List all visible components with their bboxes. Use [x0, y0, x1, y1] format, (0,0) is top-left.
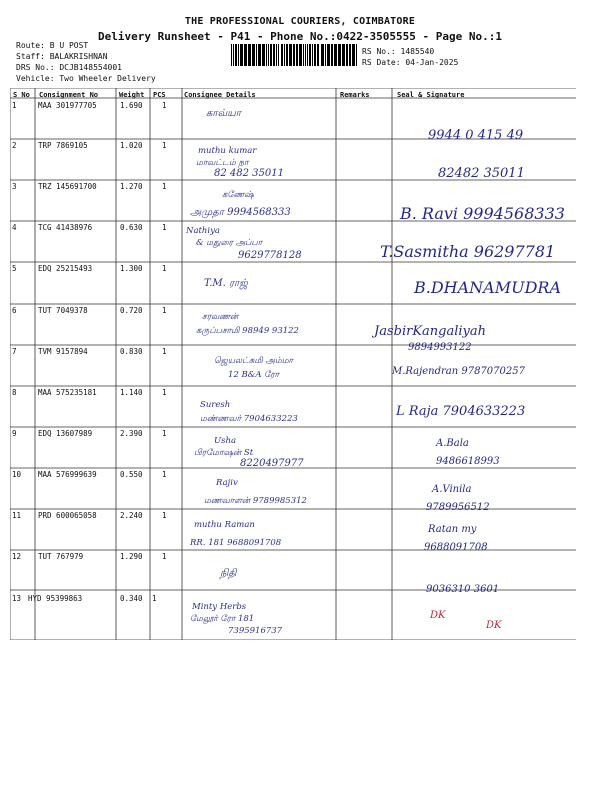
row-pcs: 1 [162, 429, 167, 438]
row-sno: 13 [12, 594, 22, 603]
rs-info [362, 46, 458, 68]
row-weight: 0.830 [120, 347, 143, 356]
vehicle-label: Vehicle: Two Wheeler Delivery [16, 74, 156, 83]
col-header-consignment: Consignment No [39, 91, 99, 99]
consignee-handwriting: ஜெயலட்சுமி அம்மா [214, 356, 293, 366]
row-pcs: 1 [162, 552, 167, 561]
consignee-handwriting: கணேஷ் [222, 190, 254, 200]
row-pcs: 1 [162, 182, 167, 191]
row-pcs: 1 [162, 511, 167, 520]
consignee-handwriting: muthu kumar [198, 146, 257, 156]
signature-handwriting: DK [486, 620, 502, 631]
col-header-sno: S No [13, 91, 30, 99]
barcode-bar [286, 44, 288, 66]
consignee-handwriting: காவ்யா [206, 108, 241, 119]
barcode-bar [331, 44, 333, 66]
barcode-bar [303, 44, 304, 66]
signature-handwriting: A.Vinila [432, 484, 472, 495]
barcode-bar [256, 44, 257, 66]
consignee-handwriting: T.M. ராஜ் [204, 278, 248, 289]
barcode-bar [270, 44, 272, 66]
signature-handwriting: 9894993122 [408, 342, 472, 353]
consignee-handwriting: மாவட்டம் நா [196, 158, 249, 168]
row-consignment-no: TRZ 145691700 [38, 182, 97, 191]
barcode-bar [293, 44, 295, 66]
row-sno: 2 [12, 141, 17, 150]
row-pcs: 1 [152, 594, 157, 603]
row-consignment-no: EDQ 13607989 [38, 429, 93, 438]
barcode-bar [338, 44, 341, 66]
barcode-bar [296, 44, 298, 66]
barcode-bar [327, 44, 330, 66]
barcode-bar [231, 44, 232, 66]
barcode-bar [248, 44, 251, 66]
barcode-bar [244, 44, 247, 66]
rs-date: RS Date: 04-Jan-2025 [362, 58, 459, 67]
barcode-bar [352, 44, 355, 66]
signature-handwriting: 82482 35011 [438, 166, 525, 181]
row-weight: 0.550 [120, 470, 143, 479]
barcode-bar [233, 44, 234, 66]
row-pcs: 1 [162, 141, 167, 150]
row-sno: 1 [12, 101, 17, 110]
row-pcs: 1 [162, 223, 167, 232]
barcode-bar [276, 44, 277, 66]
row-weight: 1.020 [120, 141, 143, 150]
rs-number: RS No.: 1485540 [362, 47, 435, 56]
row-consignment-no: MAA 576999639 [38, 470, 97, 479]
row-sno: 6 [12, 306, 17, 315]
barcode-bar [299, 44, 302, 66]
row-consignment-no: PRD 600065058 [38, 511, 97, 520]
consignee-handwriting: Nathiya [186, 226, 220, 236]
barcode-bar [349, 44, 351, 66]
row-sno: 8 [12, 388, 17, 397]
signature-handwriting: T.Sasmitha 96297781 [380, 242, 556, 261]
barcode-image [231, 44, 357, 66]
consignee-handwriting: 12 B&A ரோ [228, 370, 280, 380]
row-weight: 1.690 [120, 101, 143, 110]
barcode-bar [309, 44, 311, 66]
row-consignment-no: HYD 95399863 [28, 594, 83, 603]
drs-label: DRS No.: DCJB148554001 [16, 63, 122, 72]
col-header-consignee: Consignee Details [184, 91, 256, 99]
barcode-bar [238, 44, 239, 66]
barcode-bar [281, 44, 283, 66]
row-weight: 2.240 [120, 511, 143, 520]
signature-handwriting: DK [430, 610, 446, 621]
row-consignment-no: TUT 7049378 [38, 306, 88, 315]
row-consignment-no: TUT 767979 [38, 552, 84, 561]
row-pcs: 1 [162, 347, 167, 356]
row-weight: 0.630 [120, 223, 143, 232]
row-sno: 3 [12, 182, 17, 191]
consignee-handwriting: muthu Raman [194, 520, 255, 530]
row-sno: 11 [12, 511, 22, 520]
barcode-bar [268, 44, 269, 66]
barcode-bar [321, 44, 324, 66]
barcode-bar [356, 44, 357, 66]
consignee-handwriting: 8220497977 [240, 458, 304, 469]
barcode-bar [342, 44, 345, 66]
barcode-bar [235, 44, 237, 66]
barcode-bar [334, 44, 337, 66]
row-sno: 4 [12, 223, 17, 232]
row-sno: 7 [12, 347, 17, 356]
signature-handwriting: 9688091708 [424, 542, 488, 553]
signature-handwriting: JasbirKangaliyah [374, 324, 487, 339]
barcode-bar [325, 44, 326, 66]
barcode-bar [278, 44, 279, 66]
row-weight: 1.270 [120, 182, 143, 191]
barcode-bar [266, 44, 267, 66]
consignee-handwriting: மேலூர் ரோ 181 [190, 614, 255, 624]
signature-handwriting: B. Ravi 9994568333 [400, 204, 565, 223]
barcode-bar [262, 44, 265, 66]
row-pcs: 1 [162, 470, 167, 479]
row-pcs: 1 [162, 388, 167, 397]
signature-handwriting: 9036310 3601 [426, 584, 500, 595]
barcode-bar [273, 44, 275, 66]
signature-handwriting: B.DHANAMUDRA [414, 278, 562, 297]
route-label: Route: B U POST [16, 41, 89, 50]
row-consignment-no: MAA 301977705 [38, 101, 97, 110]
row-consignment-no: MAA 575235181 [38, 388, 97, 397]
row-sno: 12 [12, 552, 22, 561]
row-weight: 2.390 [120, 429, 143, 438]
signature-handwriting: M.Rajendran 9787070257 [392, 366, 525, 377]
row-sno: 9 [12, 429, 17, 438]
signature-handwriting: A.Bala [436, 438, 469, 449]
signature-handwriting: L Raja 7904633223 [396, 404, 526, 419]
row-weight: 1.300 [120, 264, 143, 273]
barcode-bar [289, 44, 292, 66]
col-header-signature: Seal & Signature [397, 91, 465, 99]
row-pcs: 1 [162, 101, 167, 110]
row-weight: 1.290 [120, 552, 143, 561]
row-weight: 0.720 [120, 306, 143, 315]
barcode-bar [305, 44, 306, 66]
consignee-handwriting: அமுதா 9994568333 [190, 207, 291, 218]
consignee-handwriting: RR. 181 9688091708 [190, 538, 282, 548]
runsheet-title: Delivery Runsheet - P41 - Phone No.:0422-3505555 - Page No.:1 [98, 30, 502, 43]
barcode-bar [252, 44, 255, 66]
consignee-handwriting: Suresh [200, 400, 231, 410]
consignee-handwriting: Minty Herbs [192, 602, 247, 612]
row-sno: 10 [12, 470, 22, 479]
row-weight: 0.340 [120, 594, 143, 603]
barcode-bar [317, 44, 319, 66]
barcode-bar [307, 44, 308, 66]
row-consignment-no: TRP 7869105 [38, 141, 88, 150]
row-pcs: 1 [162, 306, 167, 315]
barcode-bar [240, 44, 243, 66]
consignee-handwriting: 7395916737 [228, 626, 283, 636]
consignee-handwriting: 9629778128 [238, 250, 302, 261]
col-header-pcs: PCS [153, 91, 166, 99]
consignee-handwriting: Rajiv [216, 478, 238, 488]
consignee-handwriting: நிதி [220, 568, 237, 579]
col-header-weight: Weight [119, 91, 145, 99]
signature-handwriting: 9486618993 [436, 456, 500, 467]
consignee-handwriting: பிரமோஷன் St [194, 448, 254, 458]
col-header-remarks: Remarks [340, 91, 370, 99]
route-info [16, 40, 156, 84]
consignee-handwriting: கருப்பசாமி 98949 93122 [196, 326, 299, 336]
consignee-handwriting: மணவாளன் 9789985312 [204, 496, 307, 506]
barcode-bar [258, 44, 261, 66]
barcode-bar [284, 44, 285, 66]
consignee-handwriting: 82 482 35011 [214, 168, 284, 179]
consignee-handwriting: சரவணன் [202, 312, 239, 322]
row-sno: 5 [12, 264, 17, 273]
row-weight: 1.140 [120, 388, 143, 397]
consignee-handwriting: Usha [214, 436, 237, 446]
signature-handwriting: 9944 0 415 49 [428, 128, 524, 143]
signature-handwriting: Ratan my [428, 524, 477, 535]
row-consignment-no: TCG 41438976 [38, 223, 93, 232]
consignee-handwriting: மண்ணவர் 7904633223 [200, 414, 298, 424]
barcode-bar [312, 44, 313, 66]
consignee-handwriting: & மதுரை அப்பா [196, 238, 263, 248]
row-consignment-no: TVM 9157894 [38, 347, 88, 356]
barcode-bar [314, 44, 316, 66]
company-name: THE PROFESSIONAL COURIERS, COIMBATORE [184, 16, 416, 27]
staff-label: Staff: BALAKRISHNAN [16, 52, 108, 61]
row-consignment-no: EDQ 25215493 [38, 264, 93, 273]
row-pcs: 1 [162, 264, 167, 273]
signature-handwriting: 9789956512 [426, 502, 490, 513]
barcode-bar [346, 44, 348, 66]
